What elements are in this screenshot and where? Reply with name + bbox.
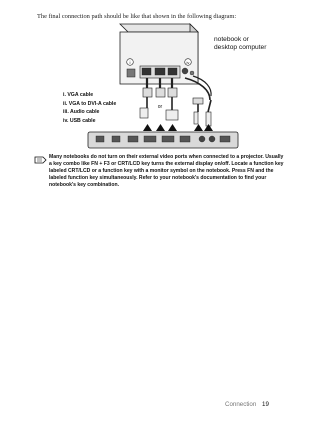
note-icon <box>34 155 48 164</box>
computer-label-line2: desktop computer <box>214 43 267 51</box>
page-footer <box>225 401 269 408</box>
cable-legend <box>63 91 116 126</box>
legend-item-vga-to-dvi: ii. VGA to DVI-A cable <box>63 100 117 107</box>
arrows-up <box>143 124 213 131</box>
legend-item-audio: iii. Audio cable <box>63 109 100 116</box>
note-text: Many notebooks do not turn on their external video ports when connected to a projector. Usually a key combo like FN + F3 or CRT/LCD key turns the external display on/off. Locate a function key labeled CRT/LCD or a function key with a monitor symbol on the notebook. Press FN and the labeled function key simultaneously. Refer to your notebook's documentation to find your notebook's key combination. <box>49 154 284 188</box>
footer-section: Connection <box>225 401 257 408</box>
computer-label-line1: notebook or <box>214 36 249 43</box>
svg-text:i: i <box>129 60 131 65</box>
svg-text:iv: iv <box>186 60 190 65</box>
computer-tower <box>120 24 198 84</box>
or-label: or <box>157 104 163 110</box>
cable-connectors <box>140 88 211 126</box>
page-number: 19 <box>262 401 269 408</box>
computer-label <box>214 36 266 51</box>
projector-rear-panel <box>88 132 238 148</box>
port-marker-left <box>127 59 134 66</box>
intro-text: The final connection path should be like that shown in the following diagram: <box>37 13 237 20</box>
legend-item-usb: iv. USB cable <box>63 118 96 125</box>
connection-diagram <box>0 0 300 150</box>
legend-item-vga: i. VGA cable <box>63 92 94 98</box>
port-marker-right <box>185 59 192 66</box>
